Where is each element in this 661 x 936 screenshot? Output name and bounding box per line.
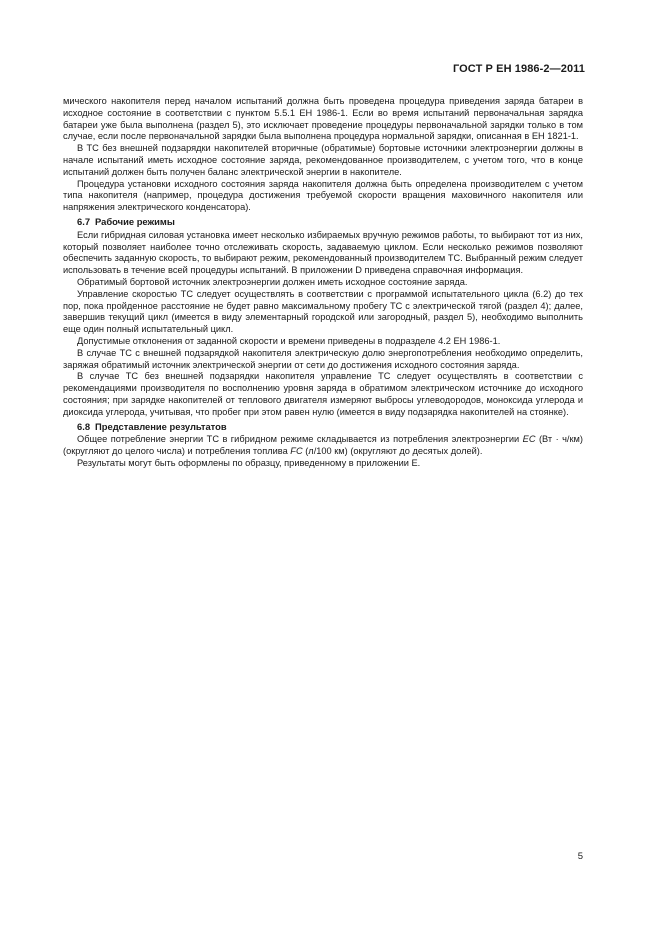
intro-paragraph: Процедура установки исходного состояния заряда накопителя должна быть определена производителем с учетом типа накопителя (например, процедура достижения требуемой скорости вращения маховичного накопителя или напряжения электрического конденсатора). [63, 178, 583, 213]
page-number: 5 [577, 851, 583, 862]
section-paragraph: Допустимые отклонения от заданной скорости и времени приведены в подразделе 4.2 ЕН 1986-1. [77, 335, 501, 346]
section-paragraph: Если гибридная силовая установка имеет несколько избираемых вручную режимов работы, то выбирают тот из них, который позволяет наиболее точно отслеживать скорость, задаваемую циклом. Если несколько режимов позволяют обеспечить заданную скорость, то выбирают режим, рекомендованный производителем ТС. Выбранный режим следует использовать в течение всей процедуры испытаний. В приложении D приведена справочная информация. [63, 229, 583, 276]
formula-symbol-ec: EC [522, 434, 536, 445]
section-number: 6.8 [77, 420, 91, 432]
section-paragraph: Результаты могут быть оформлены по образцу, приведенному в приложении Е. [77, 457, 421, 468]
body-text [63, 96, 583, 470]
text-run: Общее потребление энергии ТС в гибридном режиме складывается из потребления электроэнергии [77, 434, 523, 445]
intro-paragraph: В ТС без внешней подзарядки накопителей вторичные (обратимые) бортовые источники электроэнергии должны в начале испытаний иметь исходное состояние заряда, рекомендованное производителем, с учетом того, что в конце испытаний должен быть получен баланс электрической энергии в накопителе. [63, 143, 583, 177]
section-paragraph [63, 434, 583, 458]
standard-code: ГОСТ Р ЕН 1986-2—2011 [452, 63, 585, 75]
section-title: Рабочие режимы [95, 215, 175, 227]
section-paragraph: Обратимый бортовой источник электроэнергии должен иметь исходное состояние заряда. [77, 276, 468, 287]
section-paragraph: В случае ТС с внешней подзарядкой накопителя электрическую долю энергопотребления необходимо определить, заряжая обратимый источник электрической энергии от сети до достижения исходного состояния заряда. [63, 347, 583, 370]
section-heading-6-7 [63, 216, 583, 228]
intro-paragraph: мического накопителя перед началом испытаний должна быть проведена процедура приведения заряда батареи в исходное состояние в соответствии с пунктом 5.5.1 ЕН 1986-1. Если во время испытаний первоначальная зарядка батареи уже была выполнена (раздел 5), это исключает проведение процедуры первоначальной зарядки только в том случае, если после первоначальной зарядки была выполнена процедура нормальной зарядки, описанная в ЕН 1821-1. [63, 96, 583, 142]
section-paragraph: Управление скоростью ТС следует осуществлять в соответствии с программой испытательного цикла (6.2) до тех пор, пока пройденное расстояние не будет равно максимальному пробегу ТС с электрической тягой (раздел 4); далее, завершив текущий цикл (имеется в виду элементарный городской или загородный, раздел 5), необходимо выполнить еще один полный испытательный цикл. [63, 288, 583, 335]
section-number: 6.7 [77, 215, 91, 227]
section-paragraph: В случае ТС без внешней подзарядки накопителя управление ТС следует осуществлять в соответствии с рекомендациями производителя по восполнению уровня заряда в обратимом электрическом источнике до исходного состояния; при зарядке накопителей от теплового двигателя измеряют выбросы углеводородов, моноксида углерода и диоксида углерода, учитывая, что пробег при этом равен нулю (имеется в виду подзарядка накопителей на стоянке). [63, 371, 583, 417]
section-heading-6-8 [63, 421, 583, 433]
section-title: Представление результатов [95, 420, 227, 432]
text-run: (Вт · ч/км) (округляют до целого числа) и потребления топлива [63, 434, 583, 457]
text-run: (л/100 км) (округляют до десятых долей). [302, 446, 483, 457]
formula-symbol-fc: FC [290, 446, 303, 457]
